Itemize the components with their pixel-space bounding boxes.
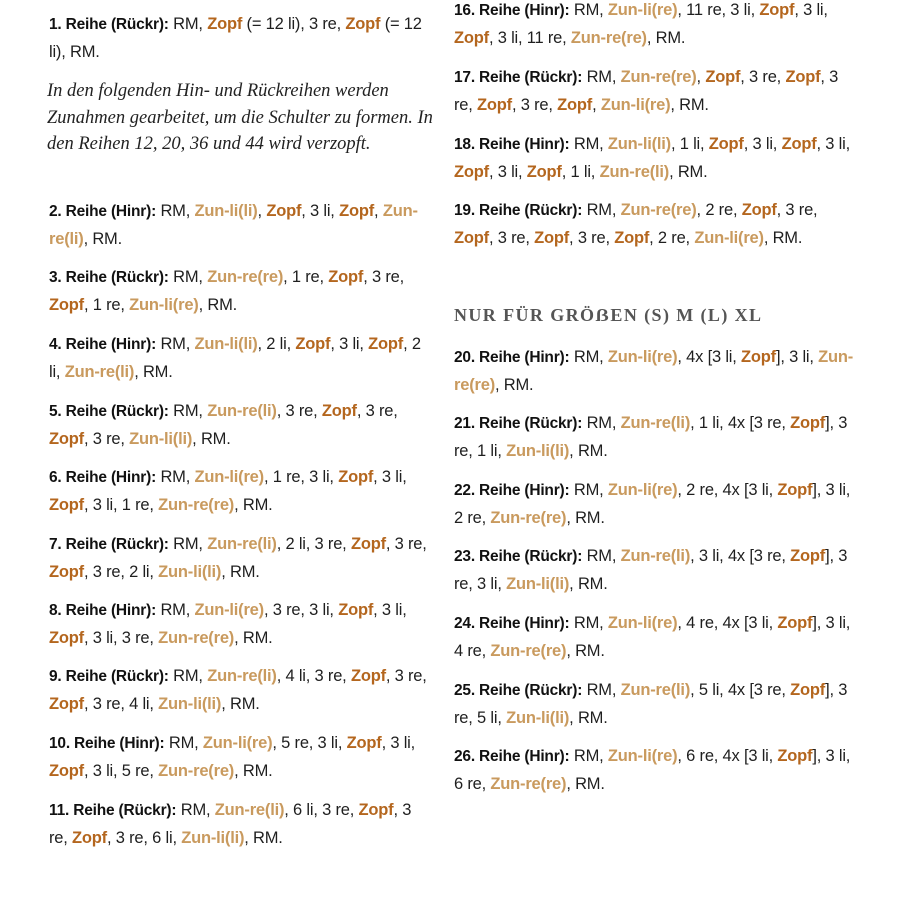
- row-label: 11. Reihe (Rückr):: [49, 802, 177, 819]
- term-increase: Zun-li(li): [194, 335, 258, 353]
- row-label: 19. Reihe (Rückr):: [454, 202, 583, 219]
- term-zopf: Zopf: [345, 15, 381, 33]
- row-1: 1. Reihe (Rückr): RM, Zopf (= 12 li), 3 re, Zopf (= 12 li), RM.: [49, 15, 422, 61]
- term-zopf: Zopf: [49, 295, 84, 314]
- term-increase: Zun-li(re): [607, 481, 678, 499]
- term-zopf: Zopf: [614, 228, 650, 247]
- term-increase: Zun-re(re): [158, 628, 235, 647]
- row-7: 7. Reihe (Rückr): RM, Zun-re(li), 2 li, 3 re, Zopf, 3 re, Zopf, 3 re, 2 li, Zun-li(li), RM.: [49, 535, 427, 581]
- term-zopf: Zopf: [72, 828, 107, 847]
- term-zopf: Zopf: [705, 68, 741, 86]
- term-zopf: Zopf: [534, 228, 570, 247]
- term-increase: Zun-re(re): [454, 348, 854, 394]
- row-label: 10. Reihe (Hinr):: [49, 735, 165, 752]
- term-increase: Zun-li(li): [506, 441, 570, 460]
- term-zopf: Zopf: [49, 761, 84, 780]
- term-increase: Zun-re(li): [620, 547, 691, 565]
- row-8: 8. Reihe (Hinr): RM, Zun-li(re), 3 re, 3 li, Zopf, 3 li, Zopf, 3 li, 3 re, Zun-re(re), RM.: [49, 601, 407, 647]
- term-increase: Zun-re(li): [620, 681, 691, 699]
- row-22: 22. Reihe (Hinr): RM, Zun-li(re), 2 re, 4x [3 li, Zopf], 3 li, 2 re, Zun-re(re), RM.: [454, 481, 851, 527]
- term-increase: Zun-li(re): [607, 614, 678, 632]
- term-increase: Zun-re(re): [490, 508, 567, 527]
- row-11: 11. Reihe (Rückr): RM, Zun-re(li), 6 li, 3 re, Zopf, 3 re, Zopf, 3 re, 6 li, Zun-li(li), RM.: [49, 801, 412, 847]
- term-increase: Zun-li(re): [202, 734, 273, 752]
- term-zopf: Zopf: [454, 162, 489, 181]
- row-label: 4. Reihe (Hinr):: [49, 336, 157, 353]
- row-9: 9. Reihe (Rückr): RM, Zun-re(li), 4 li, 3 re, Zopf, 3 re, Zopf, 3 re, 4 li, Zun-li(li), RM.: [49, 667, 427, 713]
- term-increase: Zun-li(li): [194, 202, 258, 220]
- term-increase: Zun-li(li): [158, 694, 222, 713]
- term-increase: Zun-li(re): [600, 95, 671, 114]
- term-increase: Zun-re(re): [158, 495, 235, 514]
- term-zopf: Zopf: [350, 535, 386, 553]
- term-zopf: Zopf: [49, 429, 84, 448]
- term-increase: Zun-re(li): [207, 402, 277, 420]
- term-zopf: Zopf: [49, 562, 84, 581]
- row-20: 20. Reihe (Hinr): RM, Zun-li(re), 4x [3 li, Zopf], 3 li, Zun-re(re), RM.: [454, 348, 854, 394]
- term-increase: Zun-re(li): [207, 667, 277, 685]
- term-increase: Zun-li(re): [607, 747, 678, 765]
- term-zopf: Zopf: [477, 95, 512, 114]
- term-zopf: Zopf: [328, 268, 364, 286]
- row-label: 7. Reihe (Rückr):: [49, 536, 169, 553]
- term-zopf: Zopf: [295, 335, 331, 353]
- term-increase: Zun-re(li): [207, 535, 277, 553]
- term-zopf: Zopf: [526, 162, 562, 181]
- term-zopf: Zopf: [790, 681, 826, 699]
- term-increase: Zun-re(li): [599, 162, 670, 181]
- row-26: 26. Reihe (Hinr): RM, Zun-li(re), 6 re, 4x [3 li, Zopf], 3 li, 6 re, Zun-re(re), RM.: [454, 747, 851, 793]
- term-increase: Zun-re(li): [214, 801, 285, 819]
- term-increase: Zun-re(re): [620, 68, 697, 86]
- term-increase: Zun-re(re): [570, 28, 647, 47]
- row-10: 10. Reihe (Hinr): RM, Zun-li(re), 5 re, 3 li, Zopf, 3 li, Zopf, 3 li, 5 re, Zun-re(re), RM.: [49, 734, 416, 780]
- term-increase: Zun-li(li): [607, 135, 671, 153]
- term-increase: Zun-li(re): [607, 348, 678, 366]
- term-zopf: Zopf: [368, 335, 404, 353]
- term-increase: Zun-li(re): [194, 601, 264, 619]
- term-increase: Zun-li(li): [506, 574, 570, 593]
- row-21: 21. Reihe (Rückr): RM, Zun-re(li), 1 li, 4x [3 re, Zopf], 3 re, 1 li, Zun-li(li), RM.: [454, 414, 848, 460]
- term-zopf: Zopf: [49, 694, 84, 713]
- row-6: 6. Reihe (Hinr): RM, Zun-li(re), 1 re, 3 li, Zopf, 3 li, Zopf, 3 li, 1 re, Zun-re(re), RM.: [49, 468, 407, 514]
- term-zopf: Zopf: [557, 95, 593, 114]
- row-25: 25. Reihe (Rückr): RM, Zun-re(li), 5 li, 4x [3 re, Zopf], 3 re, 5 li, Zun-li(li), RM.: [454, 681, 848, 727]
- row-label: 17. Reihe (Rückr):: [454, 69, 583, 86]
- term-increase: Zun-li(re): [194, 468, 264, 486]
- term-zopf: Zopf: [454, 228, 489, 247]
- row-16: 16. Reihe (Hinr): RM, Zun-li(re), 11 re, 3 li, Zopf, 3 li, Zopf, 3 li, 11 re, Zun-re(re), RM.: [454, 1, 828, 47]
- term-zopf: Zopf: [49, 495, 84, 514]
- term-increase: Zun-re(re): [158, 761, 235, 780]
- term-zopf: Zopf: [777, 481, 813, 499]
- term-increase: Zun-li(li): [158, 562, 222, 581]
- row-24: 24. Reihe (Hinr): RM, Zun-li(re), 4 re, 4x [3 li, Zopf], 3 li, 4 re, Zun-re(re), RM.: [454, 614, 851, 660]
- term-increase: Zun-re(li): [620, 414, 691, 432]
- term-increase: Zun-re(re): [207, 268, 284, 286]
- term-zopf: Zopf: [321, 402, 357, 420]
- term-zopf: Zopf: [759, 1, 795, 19]
- row-17: 17. Reihe (Rückr): RM, Zun-re(re), Zopf, 3 re, Zopf, 3 re, Zopf, 3 re, Zopf, Zun-li(re), RM.: [454, 68, 839, 114]
- row-label: 16. Reihe (Hinr):: [454, 2, 570, 19]
- row-label: 1. Reihe (Rückr):: [49, 16, 169, 33]
- row-18: 18. Reihe (Hinr): RM, Zun-li(li), 1 li, Zopf, 3 li, Zopf, 3 li, Zopf, 3 li, Zopf, 1 li, Zun-re(li), RM.: [454, 135, 850, 181]
- intro-text: In den folgenden Hin- und Rückreihen werden Zunahmen gearbeitet, um die Schulter zu formen. In den Reihen 12, 20, 36 und 44 wird verzopft.: [47, 81, 433, 154]
- term-zopf: Zopf: [741, 348, 776, 366]
- term-zopf: Zopf: [339, 202, 375, 220]
- term-zopf: Zopf: [338, 468, 374, 486]
- term-increase: Zun-re(re): [620, 201, 697, 219]
- term-increase: Zun-re(re): [490, 774, 567, 793]
- row-19: 19. Reihe (Rückr): RM, Zun-re(re), 2 re, Zopf, 3 re, Zopf, 3 re, Zopf, 3 re, Zopf, 2 re, Zun-li(re), RM.: [454, 201, 818, 247]
- row-label: 18. Reihe (Hinr):: [454, 136, 570, 153]
- row-label: 23. Reihe (Rückr):: [454, 548, 583, 565]
- term-zopf: Zopf: [781, 135, 817, 153]
- term-zopf: Zopf: [346, 734, 382, 752]
- row-label: 5. Reihe (Rückr):: [49, 403, 169, 420]
- term-increase: Zun-li(re): [129, 295, 199, 314]
- term-increase: Zun-re(li): [49, 202, 418, 248]
- term-zopf: Zopf: [741, 201, 777, 219]
- row-label: 20. Reihe (Hinr):: [454, 349, 570, 366]
- term-zopf: Zopf: [777, 747, 813, 765]
- term-increase: Zun-li(li): [506, 708, 570, 727]
- term-zopf: Zopf: [454, 28, 489, 47]
- term-zopf: Zopf: [785, 68, 821, 86]
- term-zopf: Zopf: [338, 601, 374, 619]
- term-increase: Zun-re(li): [64, 362, 135, 381]
- row-5: 5. Reihe (Rückr): RM, Zun-re(li), 3 re, Zopf, 3 re, Zopf, 3 re, Zun-li(li), RM.: [49, 402, 398, 448]
- row-23: 23. Reihe (Rückr): RM, Zun-re(li), 3 li, 4x [3 re, Zopf], 3 re, 3 li, Zun-li(li), RM.: [454, 547, 848, 593]
- row-label: 9. Reihe (Rückr):: [49, 668, 169, 685]
- term-zopf: Zopf: [708, 135, 744, 153]
- row-label: 24. Reihe (Hinr):: [454, 615, 570, 632]
- row-4: 4. Reihe (Hinr): RM, Zun-li(li), 2 li, Zopf, 3 li, Zopf, 2 li, Zun-re(li), RM.: [49, 335, 421, 381]
- row-label: 8. Reihe (Hinr):: [49, 602, 157, 619]
- term-increase: Zun-li(li): [181, 828, 245, 847]
- term-zopf: Zopf: [777, 614, 813, 632]
- term-zopf: Zopf: [207, 15, 243, 33]
- term-zopf: Zopf: [266, 202, 302, 220]
- term-increase: Zun-li(re): [694, 228, 764, 247]
- term-increase: Zun-li(li): [129, 429, 193, 448]
- row-label: 2. Reihe (Hinr):: [49, 203, 157, 220]
- row-label: 22. Reihe (Hinr):: [454, 482, 570, 499]
- term-increase: Zun-li(re): [607, 1, 678, 19]
- row-label: 25. Reihe (Rückr):: [454, 682, 583, 699]
- term-increase: Zun-re(re): [490, 641, 567, 660]
- row-label: 3. Reihe (Rückr):: [49, 269, 169, 286]
- term-zopf: Zopf: [790, 547, 826, 565]
- row-label: 6. Reihe (Hinr):: [49, 469, 157, 486]
- term-zopf: Zopf: [358, 801, 394, 819]
- row-label: 26. Reihe (Hinr):: [454, 748, 570, 765]
- term-zopf: Zopf: [350, 667, 386, 685]
- row-2: 2. Reihe (Hinr): RM, Zun-li(li), Zopf, 3 li, Zopf, Zun-re(li), RM.: [49, 202, 418, 248]
- row-3: 3. Reihe (Rückr): RM, Zun-re(re), 1 re, Zopf, 3 re, Zopf, 1 re, Zun-li(re), RM.: [49, 268, 405, 314]
- term-zopf: Zopf: [790, 414, 826, 432]
- term-zopf: Zopf: [49, 628, 84, 647]
- section-heading: NUR FÜR GRÖẞEN (S) M (L) XL: [454, 305, 763, 325]
- row-label: 21. Reihe (Rückr):: [454, 415, 583, 432]
